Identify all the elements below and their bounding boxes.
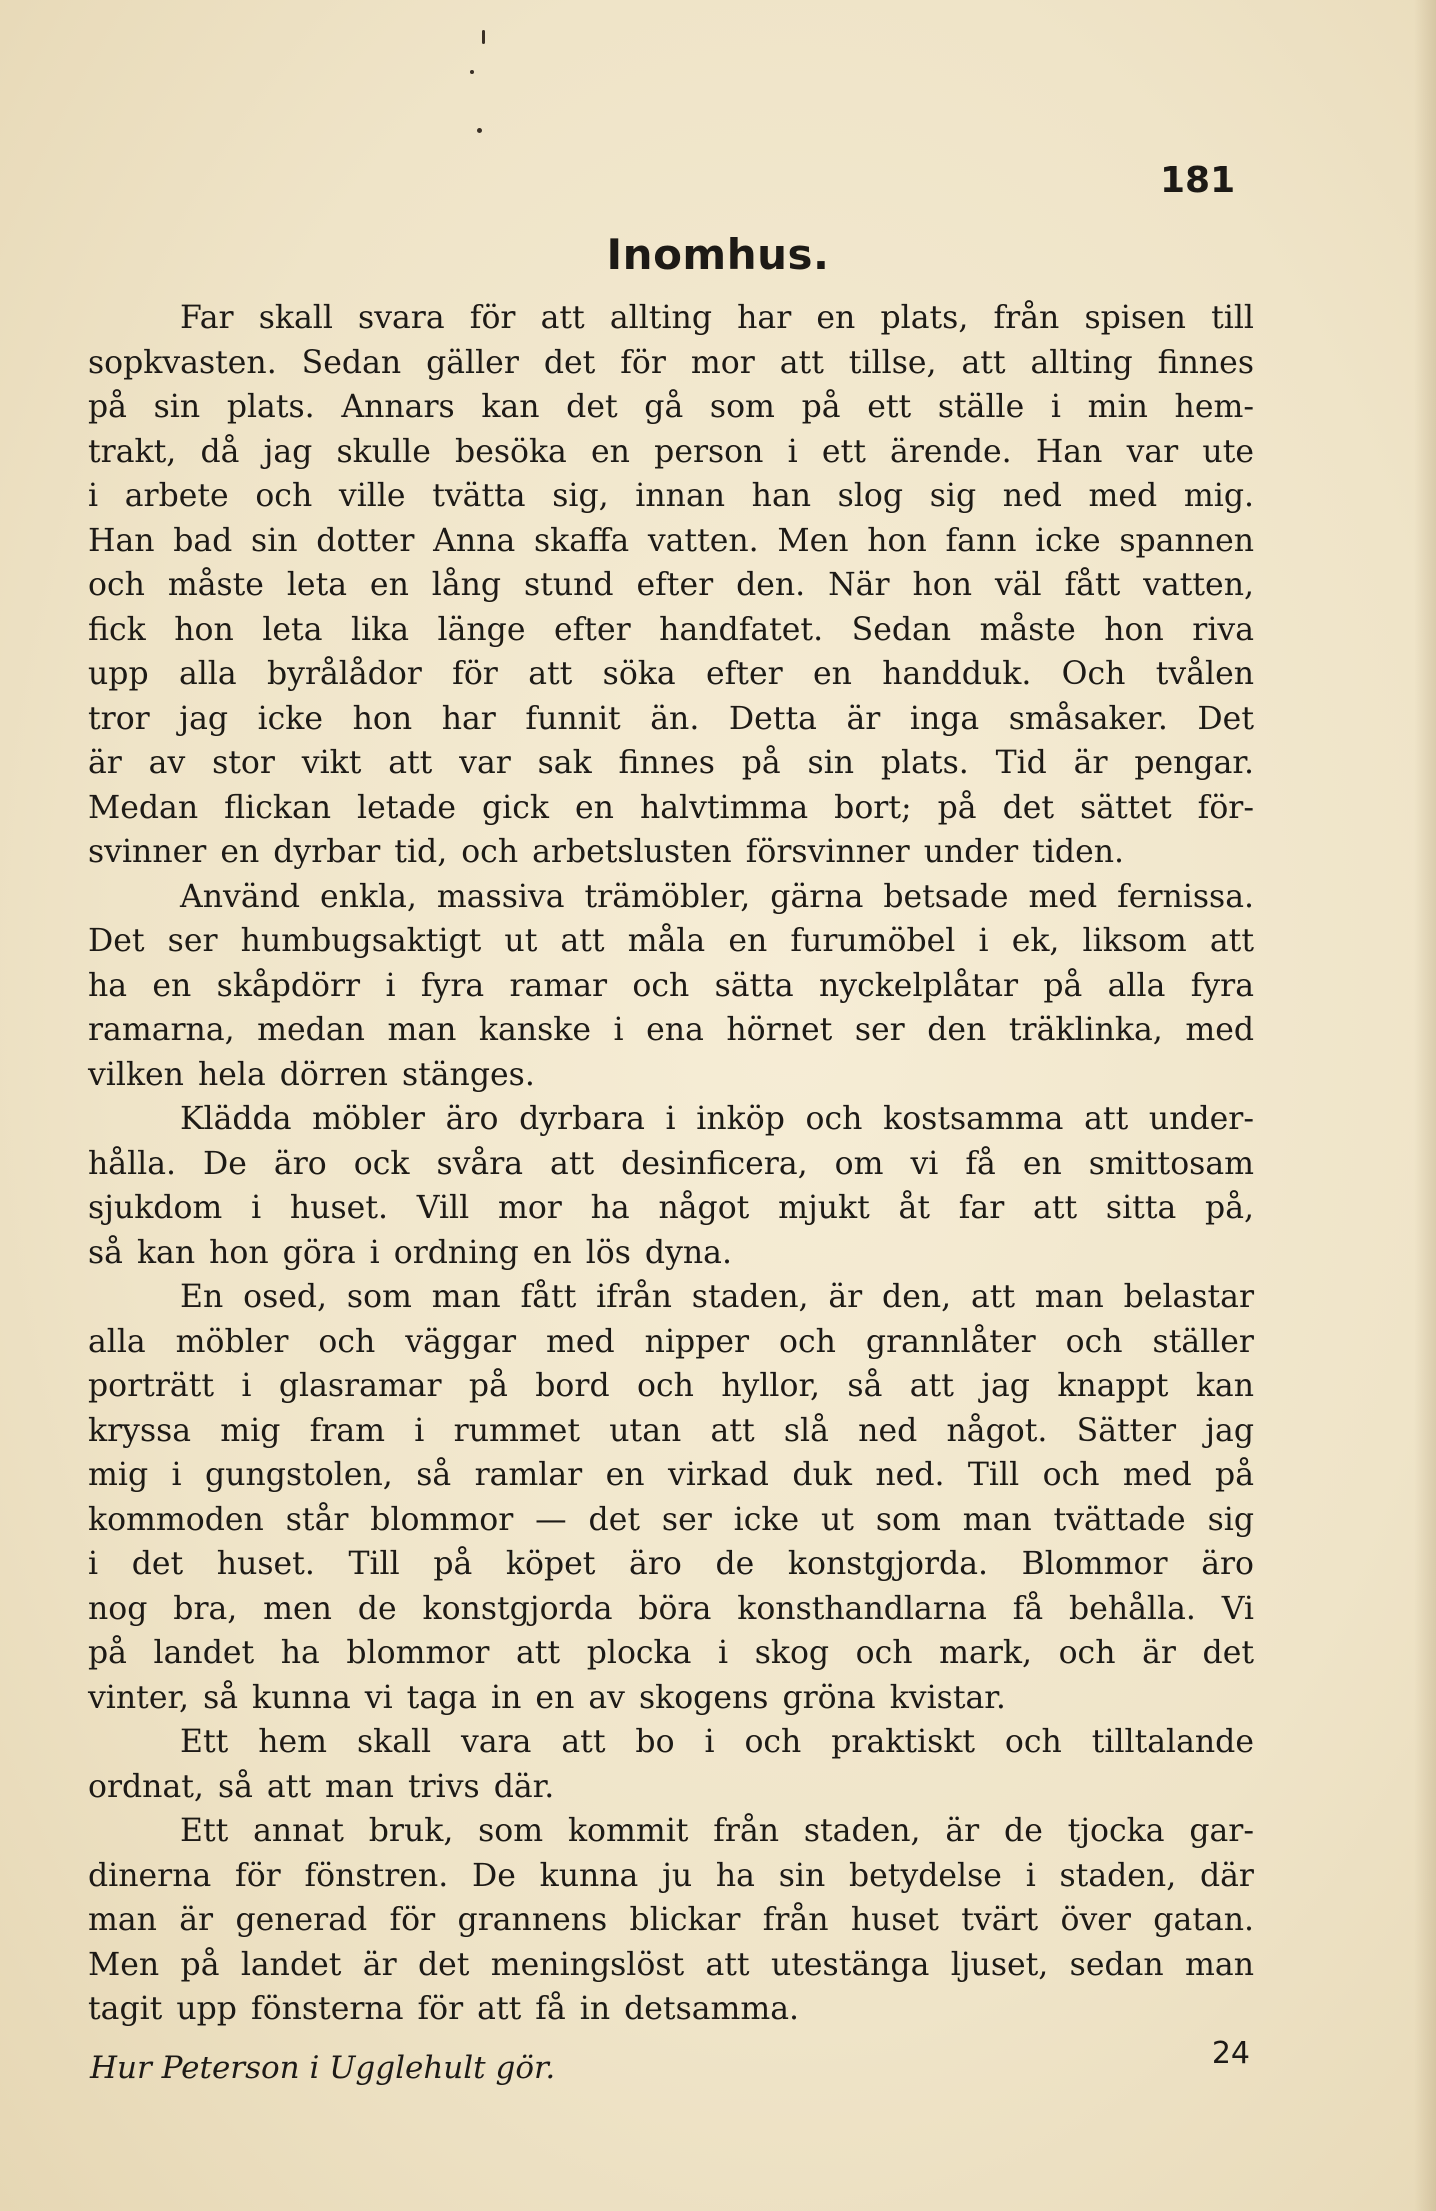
text-line: vinter, så kunna vi taga in en av skogens gröna kvistar. [88,1679,1006,1716]
text-line: trakt, då jag skulle besöka en person i ett ärende. Han var ute [88,433,1254,470]
text-line: dinerna för fönstren. De kunna ju ha sin betydelse i staden, där [88,1857,1254,1894]
text-line: svinner en dyrbar tid, och arbetslusten försvinner under tiden. [88,834,1125,870]
text-line: nog bra, men de konstgjorda böra konsthandlarna få behålla. Vi [88,1590,1254,1627]
page-number: 181 [1160,160,1236,201]
text-line: Han bad sin dotter Anna skaffa vatten. Men hon fann icke spannen [88,522,1254,559]
text-line: sjukdom i huset. Vill mor ha något mjukt åt far att sitta på, [88,1190,1254,1226]
footer-book-title: Hur Peterson i Ugglehult gör. [90,2050,556,2086]
text-line: mig i gungstolen, så ramlar en virkad duk ned. Till och med på [88,1457,1254,1493]
text-line: tror jag icke hon har funnit än. Detta är inga småsaker. Det [88,700,1254,737]
text-line: på landet ha blommor att plocka i skog och mark, och är det [88,1635,1254,1671]
text-line: Använd enkla, massiva trämöbler, gärna betsade med fernissa. [180,878,1254,915]
text-line: Det ser humbugsaktigt ut att måla en furumöbel i ek, liksom att [88,923,1254,959]
text-line: och måste leta en lång stund efter den. När hon väl fått vatten, [88,567,1254,603]
text-line: så kan hon göra i ordning en lös dyna. [88,1234,732,1271]
text-line: porträtt i glasramar på bord och hyllor, så att jag knappt kan [88,1368,1254,1404]
text-line: på sin plats. Annars kan det gå som på ett ställe i min hem- [88,389,1254,425]
text-line: Men på landet är det meningslöst att utestänga ljuset, sedan man [88,1946,1254,1983]
text-line: är av stor vikt att var sak finnes på sin plats. Tid är pengar. [88,745,1254,781]
page-edge-shadow [1414,0,1436,2211]
body-text [88,296,1254,2032]
text-line: i det huset. Till på köpet äro de konstgjorda. Blommor äro [88,1546,1254,1582]
text-line: tagit upp fönsterna för att få in detsamma. [88,1991,800,2027]
text-line: Ett annat bruk, som kommit från staden, är de tjocka gar- [180,1813,1254,1849]
text-line: upp alla byrålådor för att söka efter en handduk. Och tvålen [88,656,1254,692]
ink-speck [477,128,482,133]
text-line: man är generad för grannens blickar från huset tvärt över gatan. [88,1902,1254,1938]
text-line: hålla. De äro ock svåra att desinficera, om vi få en smittosam [88,1145,1254,1182]
text-line: sopkvasten. Sedan gäller det för mor att tillse, att allting finnes [88,344,1254,381]
ink-speck [482,30,485,44]
text-line: Klädda möbler äro dyrbara i inköp och kostsamma att under- [180,1101,1254,1137]
signature-mark: 24 [1211,2036,1250,2071]
text-line: Medan flickan letade gick en halvtimma bort; på det sättet för- [88,789,1254,826]
text-line: ha en skåpdörr i fyra ramar och sätta nyckelplåtar på alla fyra [88,967,1254,1004]
chapter-heading: Inomhus. [606,230,830,279]
text-line: i arbete och ville tvätta sig, innan han slog sig ned med mig. [88,478,1254,514]
text-line: Far skall svara för att allting har en plats, från spisen till [180,300,1254,336]
text-line: vilken hela dörren stänges. [88,1056,535,1093]
text-line: Ett hem skall vara att bo i och praktiskt och tilltalande [180,1724,1254,1760]
page-footer [90,2036,1250,2086]
text-line: kryssa mig fram i rummet utan att slå ned något. Sätter jag [88,1412,1254,1449]
text-line: ordnat, så att man trivs där. [88,1768,555,1805]
text-line: ramarna, medan man kanske i ena hörnet ser den träklinka, med [88,1012,1254,1048]
text-line: En osed, som man fått ifrån staden, är den, att man belastar [180,1279,1254,1315]
text-line: alla möbler och väggar med nipper och grannlåter och ställer [88,1323,1254,1360]
text-line: fick hon leta lika länge efter handfatet. Sedan måste hon riva [88,611,1254,648]
ink-speck [470,70,474,74]
text-line: kommoden står blommor — det ser icke ut som man tvättade sig [88,1501,1254,1538]
